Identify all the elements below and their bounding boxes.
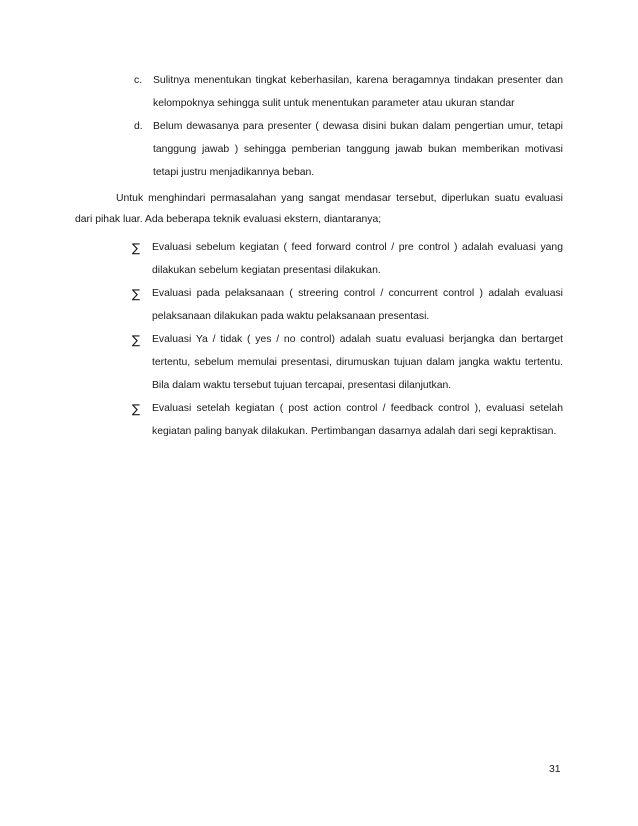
list-item-d-line-1: Belum dewasanya para presenter ( dewasa disini bukan dalam pengertian umur, tetapi (153, 121, 563, 132)
sigma-bullet-icon: ∑ (132, 241, 141, 255)
sigma-bullet-icon: ∑ (132, 402, 141, 416)
list-marker-c: c. (134, 75, 143, 86)
list-marker-d: d. (134, 121, 143, 132)
bullet-3-line-3: Bila dalam waktu tersebut tujuan tercapai, presentasi dilanjutkan. (152, 380, 452, 391)
bullet-3-line-1: Evaluasi Ya / tidak ( yes / no control) adalah suatu evaluasi berjangka dan bertarget (152, 334, 563, 345)
bullet-3-line-2: tertentu, sebelum memulai presentasi, dirumuskan tujuan dalam jangka waktu tertentu. (152, 357, 563, 368)
list-item-c-line-1: Sulitnya menentukan tingkat keberhasilan, karena beragamnya tindakan presenter dan (153, 75, 563, 86)
paragraph-line-2: dari pihak luar. Ada beberapa teknik evaluasi ekstern, diantaranya; (75, 214, 382, 225)
bullet-2-line-1: Evaluasi pada pelaksanaan ( streering control / concurrent control ) adalah evaluasi (152, 288, 563, 299)
sigma-bullet-icon: ∑ (132, 333, 141, 347)
list-item-c-line-2: kelompoknya sehingga sulit untuk menentukan parameter atau ukuran standar (153, 98, 515, 109)
bullet-1-line-1: Evaluasi sebelum kegiatan ( feed forward control / pre control ) adalah evaluasi yang (152, 242, 563, 253)
page-number: 31 (549, 764, 561, 775)
list-item-d-line-3: tetapi justru menjadikannya beban. (153, 167, 315, 178)
paragraph-line-1: Untuk menghindari permasalahan yang sangat mendasar tersebut, diperlukan suatu evaluasi (116, 193, 563, 204)
sigma-bullet-icon: ∑ (132, 287, 141, 301)
bullet-4-line-1: Evaluasi setelah kegiatan ( post action control / feedback control ), evaluasi setelah (152, 403, 563, 414)
list-item-d-line-2: tanggung jawab ) sehingga pemberian tanggung jawab bukan memberikan motivasi (153, 144, 563, 155)
bullet-1-line-2: dilakukan sebelum kegiatan presentasi dilakukan. (152, 265, 381, 276)
bullet-4-line-2: kegiatan paling banyak dilakukan. Pertimbangan dasarnya adalah dari segi kepraktisan. (152, 426, 557, 437)
bullet-2-line-2: pelaksanaan dilakukan pada waktu pelaksanaan presentasi. (152, 311, 430, 322)
